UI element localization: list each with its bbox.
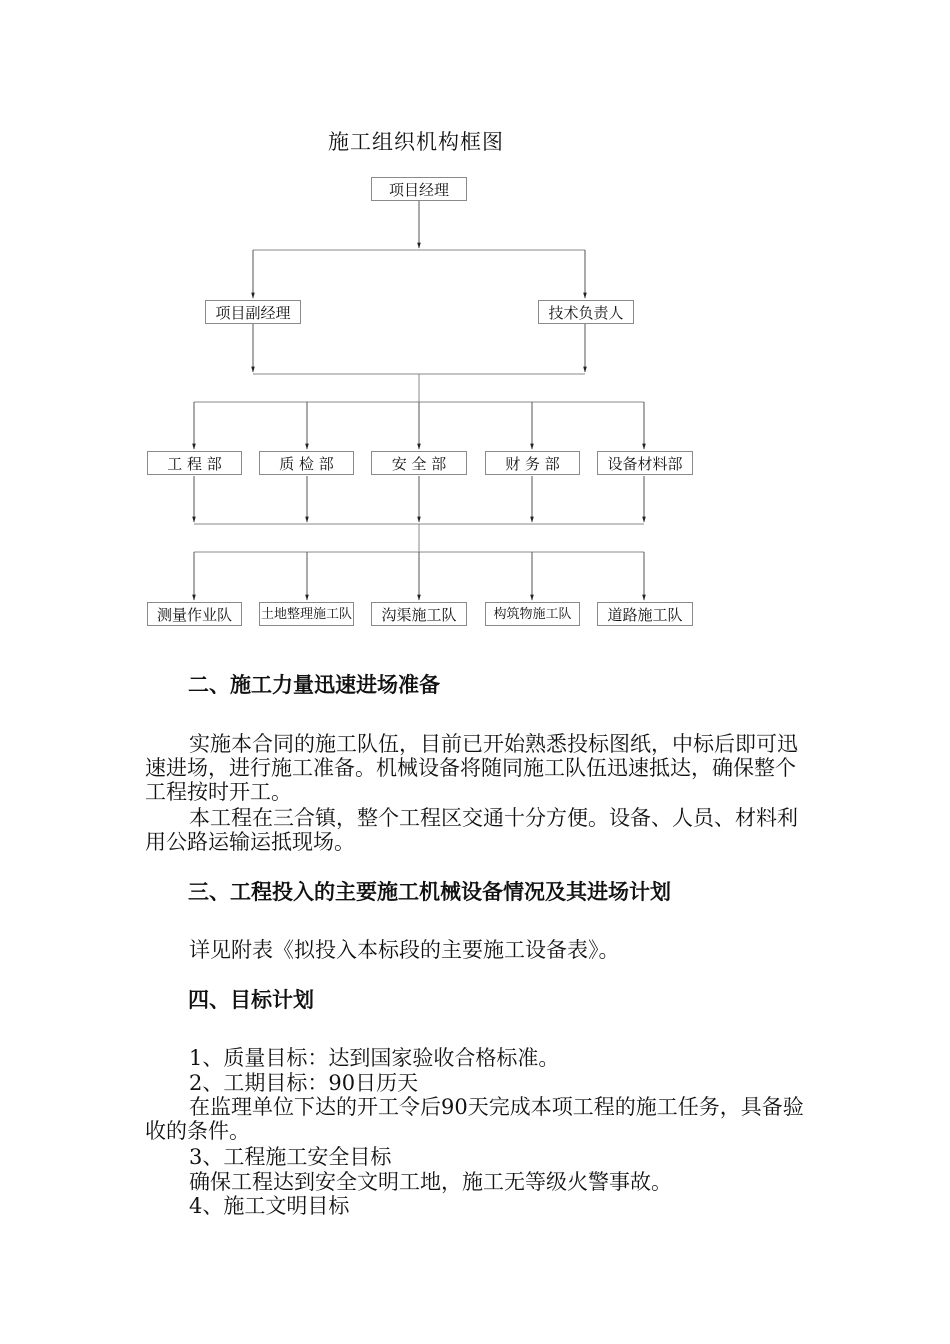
goal-item-text: 3、工程施工安全目标	[189, 1145, 392, 1169]
section-3-paragraph-1	[145, 938, 810, 962]
section-heading-4: 四、目标计划	[188, 988, 314, 1012]
goal-item-text: 2、工期目标：90日历天	[189, 1071, 419, 1095]
goal-item-text: 1、质量目标：达到国家验收合格标准。	[189, 1046, 560, 1070]
goal-item	[145, 1046, 810, 1070]
node-dept-quality: 质 检 部	[259, 451, 354, 475]
goal-item	[145, 1145, 810, 1169]
node-team-land: 土地整理施工队	[259, 602, 354, 626]
section-heading-3: 三、工程投入的主要施工机械设备情况及其进场计划	[188, 880, 671, 904]
node-team-survey: 测量作业队	[147, 602, 242, 626]
node-team-road: 道路施工队	[597, 602, 693, 626]
org-chart-connectors	[0, 0, 950, 660]
section-2-paragraph-2-text: 本工程在三合镇，整个工程区交通十分方便。设备、人员、材料利用公路运输运抵现场。	[145, 806, 798, 854]
node-team-structures: 构筑物施工队	[485, 602, 580, 626]
goal-item-text: 4、施工文明目标	[189, 1194, 350, 1218]
goal-item	[145, 1170, 810, 1194]
goal-item	[145, 1095, 810, 1143]
node-dept-finance: 财 务 部	[485, 451, 580, 475]
section-3-paragraph-1-text: 详见附表《拟投入本标段的主要施工设备表》。	[189, 938, 620, 962]
node-project-manager: 项目经理	[371, 177, 467, 201]
section-heading-2: 二、施工力量迅速进场准备	[188, 673, 440, 697]
goal-item	[145, 1194, 810, 1218]
node-deputy-manager: 项目副经理	[205, 300, 301, 324]
goal-item	[145, 1071, 810, 1095]
node-dept-safety: 安 全 部	[371, 451, 467, 475]
section-2-paragraph-2	[145, 806, 810, 854]
node-technical-lead: 技术负责人	[538, 300, 634, 324]
section-2-paragraph-1-text: 实施本合同的施工队伍，目前已开始熟悉投标图纸，中标后即可迅速进场，进行施工准备。机械设备将随同施工队伍迅速抵达，确保整个工程按时开工。	[145, 732, 798, 804]
node-dept-engineering: 工 程 部	[147, 451, 242, 475]
section-2-paragraph-1	[145, 732, 810, 804]
org-chart-title: 施工组织机构框图	[328, 130, 504, 154]
goal-item-text: 在监理单位下达的开工令后90天完成本项工程的施工任务，具备验收的条件。	[145, 1095, 804, 1143]
node-team-channel: 沟渠施工队	[371, 602, 467, 626]
goal-item-text: 确保工程达到安全文明工地，施工无等级火警事故。	[189, 1170, 672, 1194]
node-dept-equipment: 设备材料部	[597, 451, 693, 475]
